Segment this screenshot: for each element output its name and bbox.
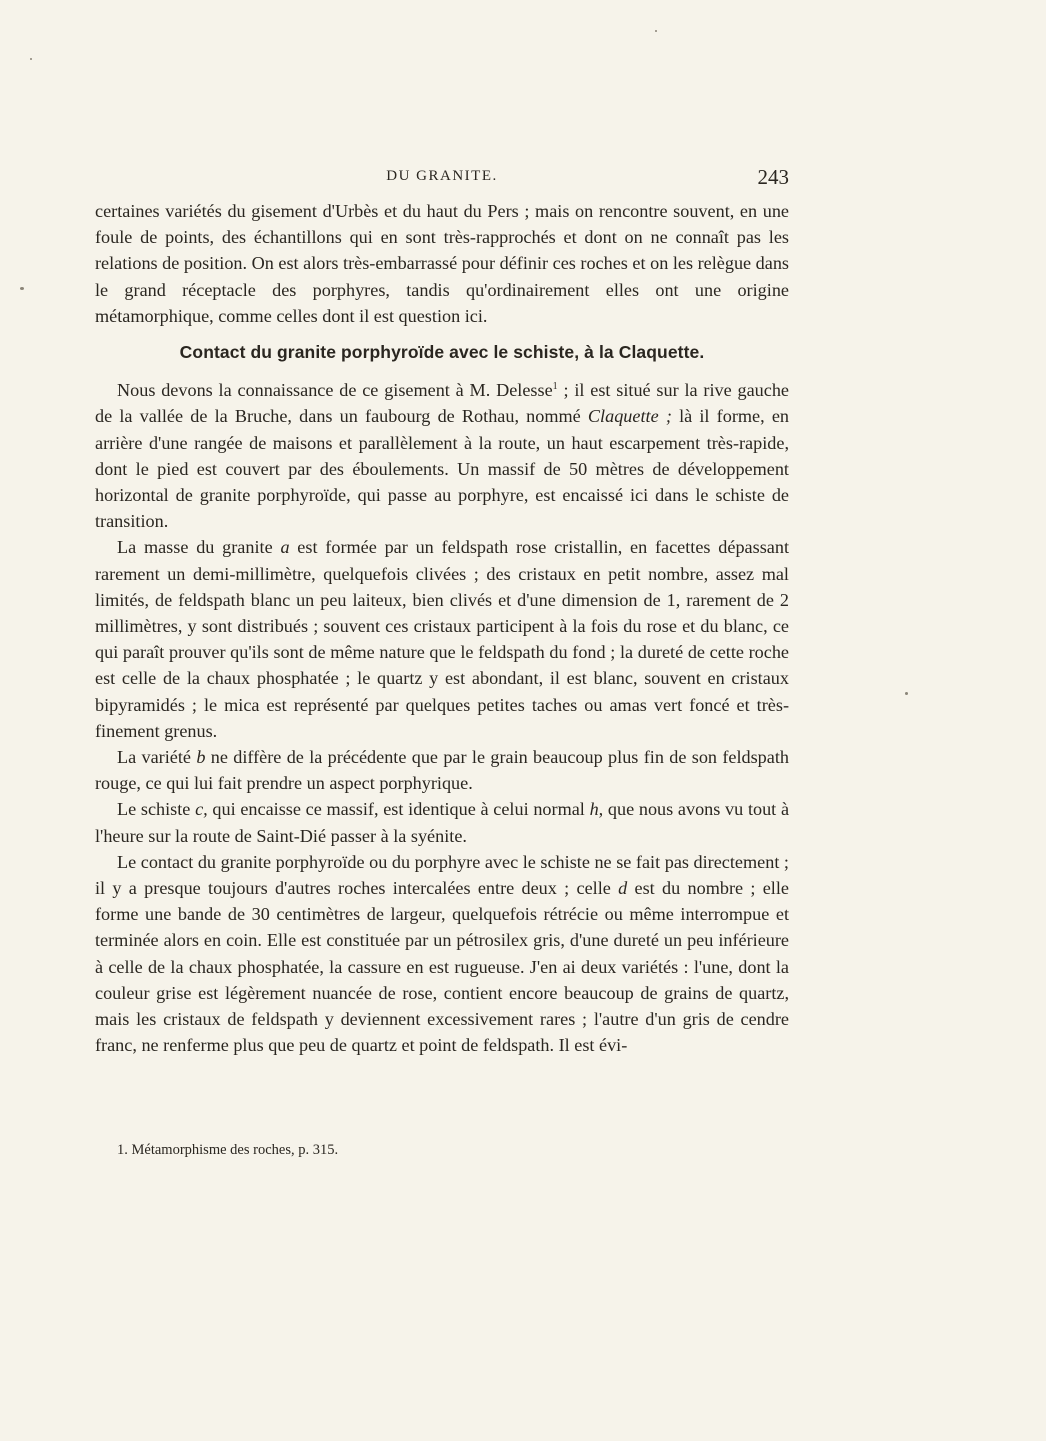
italic-term: c, (195, 799, 208, 820)
text-run: La variété (117, 747, 197, 768)
italic-term: h, (589, 799, 604, 820)
paragraph-5 (95, 849, 789, 1059)
text-run: La masse du granite (117, 537, 281, 558)
footnote-ref: 1 (552, 381, 558, 393)
paper-speck (30, 58, 32, 60)
paper-speck (655, 30, 657, 32)
italic-term: Claquette ; (587, 406, 672, 427)
text-run: est du nombre ; elle forme une bande de 30 centimètres de largeur, quelquefois rétrécie ou même interrompue et terminée alors en coin. Elle est constituée par un pétrosilex gris, d'une dureté un peu inférieure à celle de la chaux phosphatée, la cassure en est rugueuse. J'en ai deux variétés : l'une, dont la couleur grise est légèrement nuancée de rose, contient encore beaucoup de grains de quartz, mais les cristaux de feldspath y deviennent excessivement rares ; l'autre d'un gris de cendre franc, ne renferme plus que peu de quartz et point de feldspath. Il est évi- (95, 878, 789, 1056)
text-run: là il forme, en arrière d'une rangée de maisons et parallèlement à la route, un haut escarpement très-rapide, dont le pied est couvert par des éboulements. Un massif de 50 mètres de développement horizontal de granite porphyroïde, qui passe au porphyre, est encaissé ici dans le schiste de transition. (95, 406, 789, 532)
italic-term: d (618, 878, 628, 899)
paragraph-2 (95, 534, 789, 744)
paper-speck (20, 287, 24, 290)
paragraph-1 (95, 377, 789, 534)
paragraph-3 (95, 744, 789, 796)
running-title: DU GRANITE. (386, 168, 498, 184)
text-run: Le contact du granite porphyroïde ou du porphyre avec le schiste ne se fait pas directement ; il y a presque toujours d'autres roches intercalées entre deux ; celle (95, 851, 789, 899)
footnote: 1. Métamorphisme des roches, p. 315. (117, 1142, 339, 1158)
italic-term: b (196, 747, 206, 768)
intro-paragraph: certaines variétés du gisement d'Urbès et du haut du Pers ; mais on rencontre souvent, en une foule de points, des échantillons qui en sont très-rapprochés et dont on ne connaît pas les relations de position. On est alors très-embarrassé pour définir ces roches et on les relègue dans le grand réceptacle des porphyres, tandis qu'ordinairement elles ont une origine métamorphique, comme celles dont il est question ici. (95, 201, 789, 326)
paragraph-4 (95, 796, 789, 848)
text-run: que nous avons vu tout à l'heure sur la route de Saint-Dié passer à la syénite. (95, 799, 790, 846)
italic-term: a (280, 537, 290, 558)
paper-speck (905, 692, 908, 695)
section-title: Contact du granite porphyroïde avec le schiste, à la Claquette. (179, 342, 705, 363)
text-run: est formée par un feldspath rose cristallin, en facettes dépassant rarement un demi-millimètre, quelquefois clivées ; des cristaux en petit nombre, assez mal limités, de feldspath blanc un peu laiteux, bien clivés et d'une dimension de 1, rarement de 2 millimètres, y sont distribués ; souvent ces cristaux participent à la fois du rose et du blanc, ce qui paraît prouver qu'ils sont de même nature que le feldspath du fond ; la dureté de cette roche est celle de la chaux phosphatée ; le quartz y est abondant, il est blanc, souvent en cristaux bipyramidés ; le mica est représenté par quelques petites taches ou amas vert foncé et très-finement grenus. (95, 537, 790, 741)
body-text (95, 198, 789, 1059)
running-head (95, 165, 789, 189)
text-run: Le schiste (117, 799, 196, 820)
text-run: ; il est situé sur la rive gauche de la vallée de la Bruche, dans un faubourg de Rothau, nommé (95, 380, 790, 427)
text-run: qui encaisse ce massif, est identique à celui normal (207, 799, 590, 820)
text-run: ne diffère de la précédente que par le grain beaucoup plus fin de son feldspath rouge, ce qui lui fait prendre un aspect porphyrique. (95, 747, 789, 794)
text-run: Nous devons la connaissance de ce gisement à M. Delesse (117, 380, 553, 401)
page-number: 243 (757, 165, 789, 189)
